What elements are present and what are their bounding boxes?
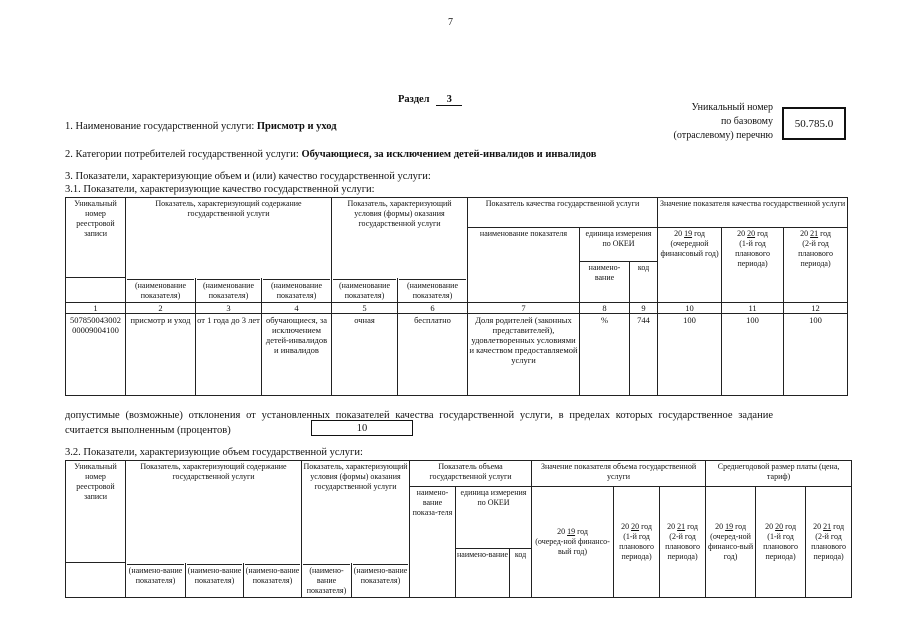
page-number: 7 <box>448 17 453 28</box>
unique-number-label <box>655 101 773 143</box>
column-number: 6 <box>398 302 468 313</box>
header-unit-code: код <box>510 549 532 598</box>
cell-unit-name: % <box>580 313 630 395</box>
header-price: Среднегодовой размер платы (цена, тариф) <box>706 461 852 487</box>
volume-table <box>65 460 852 598</box>
cell-condition-2: бесплатно <box>398 313 468 395</box>
column-number: 5 <box>332 302 398 313</box>
header-sub-content-2: (наимено-вание показателя) <box>186 563 244 598</box>
header-year-1: 20 19 год (очередной финансовый год) <box>658 228 722 303</box>
service-name-value: Присмотр и уход <box>256 121 337 132</box>
consumer-category-value: Обучающиеся, за исключением детей-инвалидов и инвалидов <box>301 149 597 160</box>
header-price-year-2: 20 20 год (1-й год планового периода) <box>756 487 806 598</box>
tolerance-text: допустимые (возможные) отклонения от установленных показателей качества государственной услуги, в пределах которых государственное задание считается выполненным (процентов) <box>65 410 773 436</box>
service-name-label: 1. Наименование государственной услуги: <box>65 121 257 132</box>
header-year-3: 20 21 год (2-й год планового периода) <box>784 228 848 303</box>
header-unit-name: наимено-вание <box>580 262 630 303</box>
column-number: 7 <box>468 302 580 313</box>
cell-value-year-1: 100 <box>658 313 722 395</box>
unique-number-label-line: по базовому <box>720 116 773 127</box>
header-indicator-name: наимено-вание показа-теля <box>410 487 456 598</box>
indicators-heading: 3. Показатели, характеризующие объем и (или) качество государственной услуги: <box>65 171 431 182</box>
cell-condition-1: очная <box>332 313 398 395</box>
header-unique-number-cont <box>66 278 126 303</box>
column-number: 12 <box>784 302 848 313</box>
header-quality-value: Значение показателя качества государственной услуги <box>658 198 848 228</box>
unique-number-box: 50.785.0 <box>782 107 846 140</box>
unique-number-label-line: Уникальный номер <box>691 102 773 113</box>
header-sub-content-1: (наимено-вание показателя) <box>126 563 186 598</box>
header-volume-value: Значение показателя объема государственной услуги <box>532 461 706 487</box>
cell-indicator-name: Доля родителей (законных представителей), удовлетворенных условиями и качеством предоставляемой услуги <box>468 313 580 395</box>
quality-table <box>65 197 848 396</box>
volume-indicators-heading: 3.2. Показатели, характеризующие объем государственной услуги: <box>65 447 363 458</box>
section-heading <box>398 94 462 106</box>
header-unit: единица измерения по ОКЕИ <box>580 228 658 262</box>
column-number: 11 <box>722 302 784 313</box>
header-unit-code: код <box>630 262 658 303</box>
header-quality-indicator: Показатель качества государственной услуги <box>468 198 658 228</box>
header-unique-number-cont <box>66 563 126 598</box>
header-sub-conditions-1: (наименование показателя) <box>332 278 398 303</box>
column-number: 1 <box>66 302 126 313</box>
header-content-indicator: Показатель, характеризующий содержание государственной услуги <box>126 461 302 563</box>
cell-unit-code: 744 <box>630 313 658 395</box>
header-unique-number: Уникальный номер реестровой записи <box>66 198 126 278</box>
column-number: 10 <box>658 302 722 313</box>
header-volume-year-3: 20 21 год (2-й год планового периода) <box>660 487 706 598</box>
section-number: 3 <box>436 94 462 106</box>
header-price-year-3: 20 21 год (2-й год планового периода) <box>806 487 852 598</box>
tolerance-value-box: 10 <box>311 420 413 436</box>
header-sub-content-1: (наименование показателя) <box>126 278 196 303</box>
table-row <box>66 313 848 395</box>
header-volume-year-2: 20 20 год (1-й год планового периода) <box>614 487 660 598</box>
cell-value-year-3: 100 <box>784 313 848 395</box>
consumer-category-label: 2. Категории потребителей государственной услуги: <box>65 149 302 160</box>
unique-number-label-line: (отраслевому) перечню <box>673 130 773 141</box>
quality-indicators-heading: 3.1. Показатели, характеризующие качество государственной услуги: <box>65 184 375 195</box>
header-content-indicator: Показатель, характеризующий содержание государственной услуги <box>126 198 332 278</box>
header-sub-content-3: (наимено-вание показателя) <box>244 563 302 598</box>
column-number: 4 <box>262 302 332 313</box>
column-number: 8 <box>580 302 630 313</box>
column-number: 2 <box>126 302 196 313</box>
section-label: Раздел <box>398 94 430 105</box>
cell-content-2: от 1 года до 3 лет <box>196 313 262 395</box>
consumer-category-line <box>65 149 596 160</box>
service-name-line <box>65 121 337 132</box>
header-unit: единица измерения по ОКЕИ <box>456 487 532 549</box>
header-unit-name: наимено-вание <box>456 549 510 598</box>
cell-content-3: обучающиеся, за исключением детей-инвалидов и инвалидов <box>262 313 332 395</box>
header-price-year-1: 20 19 год (очеред-ной финансо-вый год) <box>706 487 756 598</box>
header-sub-content-3: (наименование показателя) <box>262 278 332 303</box>
header-volume-year-1: 20 19 год (очеред-ной финансо-вый год) <box>532 487 614 598</box>
column-number: 9 <box>630 302 658 313</box>
header-sub-conditions-2: (наименование показателя) <box>398 278 468 303</box>
cell-registry-code: 507850043002 00009004100 <box>66 313 126 395</box>
header-year-2: 20 20 год (1-й год планового периода) <box>722 228 784 303</box>
header-indicator-name: наименование показателя <box>468 228 580 303</box>
header-sub-conditions-2: (наимено-вание показателя) <box>352 563 410 598</box>
header-sub-conditions-1: (наимено-вание показателя) <box>302 563 352 598</box>
header-conditions-indicator: Показатель, характеризующий условия (формы) оказания государственной услуги <box>332 198 468 278</box>
cell-content-1: присмотр и уход <box>126 313 196 395</box>
header-sub-content-2: (наименование показателя) <box>196 278 262 303</box>
cell-value-year-2: 100 <box>722 313 784 395</box>
header-volume-indicator: Показатель объема государственной услуги <box>410 461 532 487</box>
header-unique-number: Уникальный номер реестровой записи <box>66 461 126 563</box>
header-conditions-indicator: Показатель, характеризующий условия (формы) оказания государственной услуги <box>302 461 410 563</box>
column-number: 3 <box>196 302 262 313</box>
